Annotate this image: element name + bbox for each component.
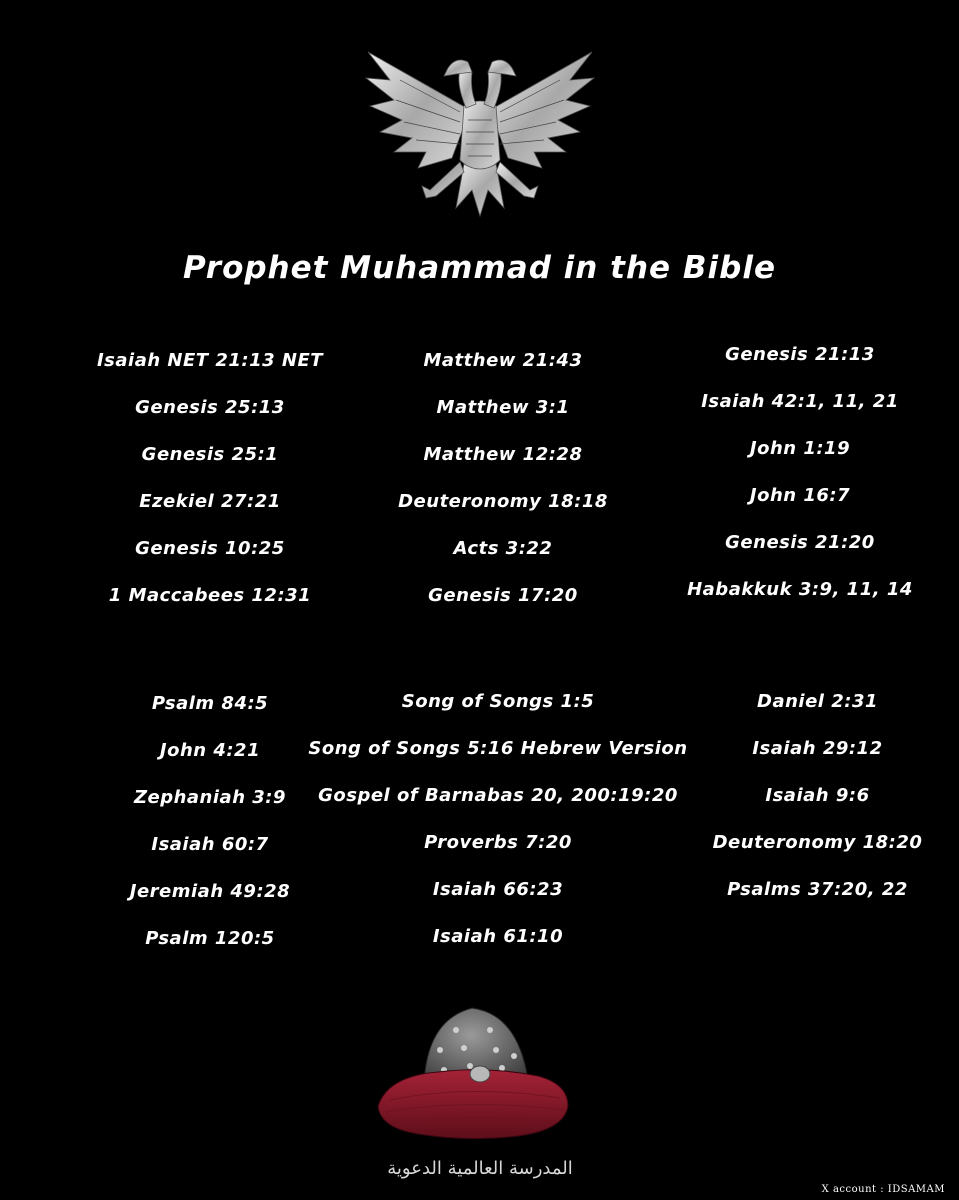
list-item: John 1:19: [749, 438, 851, 459]
list-item: Genesis 21:13: [725, 344, 875, 365]
list-item: Acts 3:22: [453, 538, 553, 559]
account-credit: X account : IDSAMAM: [821, 1184, 945, 1195]
list-item: John 16:7: [749, 485, 851, 506]
list-item: Zephaniah 3:9: [133, 787, 287, 808]
list-item: Genesis 25:1: [141, 444, 279, 465]
list-item: Gospel of Barnabas 20, 200:19:20: [318, 785, 678, 806]
list-item: Matthew 21:43: [423, 350, 583, 371]
list-item: Genesis 25:13: [135, 397, 285, 418]
list-item: Psalm 84:5: [151, 693, 269, 714]
list-item: Song of Songs 1:5: [401, 691, 595, 712]
list-item: Isaiah 9:6: [765, 785, 870, 806]
list-item: Isaiah 61:10: [432, 926, 564, 947]
list-item: Isaiah 60:7: [151, 834, 269, 855]
list-item: Genesis 17:20: [428, 585, 578, 606]
page-title: Prophet Muhammad in the Bible: [183, 250, 776, 286]
list-item: Isaiah NET 21:13 NET: [96, 350, 324, 371]
organization-name-arabic: المدرسة العالمية الدعوية: [387, 1158, 573, 1179]
list-item: Jeremiah 49:28: [129, 881, 291, 902]
list-item: Genesis 10:25: [135, 538, 285, 559]
list-item: Isaiah 42:1, 11, 21: [701, 391, 899, 412]
list-item: Song of Songs 5:16 Hebrew Version: [308, 738, 688, 759]
list-item: Deuteronomy 18:18: [398, 491, 608, 512]
list-item: Proverbs 7:20: [424, 832, 572, 853]
list-item: Genesis 21:20: [725, 532, 875, 553]
list-item: Isaiah 29:12: [752, 738, 883, 759]
list-item: Isaiah 66:23: [432, 879, 564, 900]
ottoman-hat-emblem: [368, 1000, 584, 1150]
list-item: John 4:21: [159, 740, 261, 761]
list-item: Daniel 2:31: [757, 691, 878, 712]
list-item: Matthew 3:1: [436, 397, 570, 418]
list-item: 1 Maccabees 12:31: [108, 585, 312, 606]
double-headed-eagle-emblem: [360, 40, 600, 225]
list-item: Deuteronomy 18:20: [712, 832, 923, 853]
list-item: Matthew 12:28: [423, 444, 583, 465]
list-item: Ezekiel 27:21: [139, 491, 281, 512]
list-item: Habakkuk 3:9, 11, 14: [687, 579, 913, 600]
list-item: Psalm 120:5: [145, 928, 275, 949]
list-item: Psalms 37:20, 22: [727, 879, 908, 900]
